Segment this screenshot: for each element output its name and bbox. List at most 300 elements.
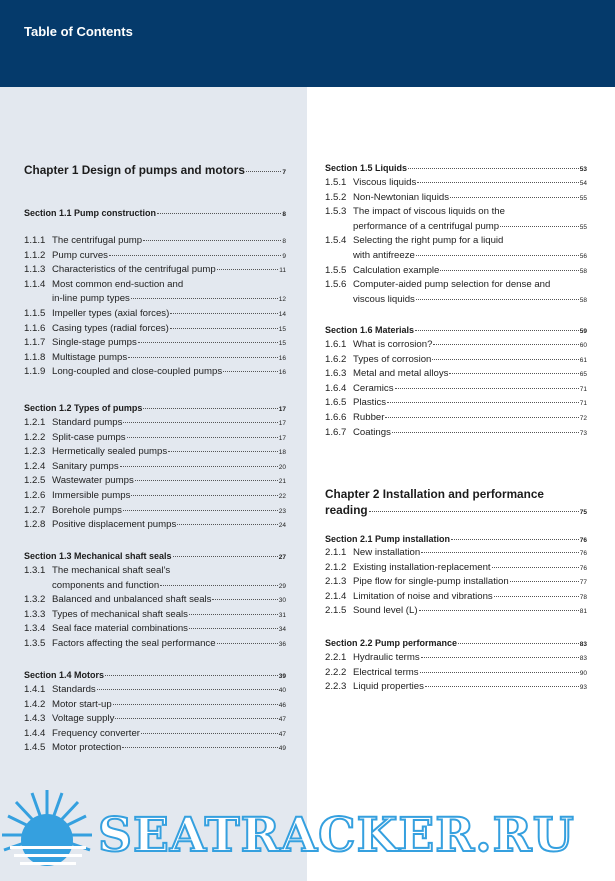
dot-leader (246, 171, 281, 172)
toc-entry-line (325, 590, 587, 606)
page-number: 23 (278, 507, 286, 515)
chapter-heading-title-cont: reading (325, 503, 368, 517)
dot-leader (189, 614, 278, 615)
dot-leader (143, 240, 281, 241)
page-number: 93 (579, 684, 587, 692)
dot-leader (510, 581, 579, 582)
sun-logo-icon (2, 790, 92, 866)
toc-entry-line (24, 292, 286, 308)
page-number: 8 (282, 238, 286, 245)
dot-leader (494, 596, 579, 597)
toc-entry-line (325, 426, 587, 442)
toc-entry (325, 176, 587, 192)
dot-leader (143, 408, 277, 409)
entry-title: Types of mechanical shaft seals (52, 608, 188, 620)
page-number: 76 (579, 550, 587, 557)
toc-entry-line (24, 637, 286, 653)
section-heading (325, 638, 587, 650)
dot-leader (97, 689, 278, 690)
entry-title: Most common end-suction and (52, 278, 184, 290)
section-heading-row (24, 670, 286, 682)
toc-entry (325, 546, 587, 562)
page-number: 71 (579, 400, 587, 408)
entry-title: Computer-aided pump selection for dense and (353, 279, 551, 291)
entry-number: 1.5.2 (325, 191, 347, 203)
entry-number: 1.4.1 (24, 684, 46, 695)
toc-entry (24, 698, 286, 714)
section-heading-title: Section 1.4 Motors (24, 670, 105, 680)
entry-title: Calculation example (353, 264, 440, 276)
entry-number: 1.3.2 (24, 594, 46, 606)
toc-entry-line (24, 365, 286, 381)
section-heading (325, 534, 587, 546)
page-number: 55 (579, 223, 587, 231)
page-number: 55 (579, 194, 587, 202)
chapter-heading (325, 486, 587, 521)
page-number: 83 (579, 641, 587, 648)
toc-entry (24, 712, 286, 728)
entry-title: Positive displacement pumps (52, 519, 177, 531)
dot-leader (128, 357, 278, 358)
page-number: 73 (579, 429, 587, 437)
entry-title: Rubber (353, 412, 385, 423)
page-number: 12 (278, 296, 286, 304)
toc-entry-line (24, 431, 286, 447)
dot-leader (420, 672, 579, 673)
toc-entry-line (24, 608, 286, 624)
entry-title: Hermetically sealed pumps (52, 446, 168, 458)
dot-leader (387, 402, 579, 403)
entry-number: 1.1.5 (24, 308, 46, 319)
toc-entry (24, 683, 286, 699)
page-number: 78 (579, 593, 587, 601)
entry-number: 1.3.3 (24, 608, 46, 620)
page-number: 60 (579, 342, 587, 349)
toc-entry-line (24, 712, 286, 728)
entry-title: The impact of viscous liquids on the (353, 206, 505, 218)
page-number: 56 (579, 252, 587, 260)
entry-title: Pump curves (52, 249, 108, 261)
toc-entry (24, 234, 286, 250)
toc-entry (24, 460, 286, 476)
page-number: 17 (278, 434, 286, 442)
dot-leader (432, 359, 578, 360)
section-heading-title: Section 2.1 Pump installation (325, 534, 451, 544)
dot-leader (369, 511, 579, 512)
entry-title: What is corrosion? (353, 339, 433, 350)
toc-entry-line (325, 249, 587, 265)
page-title: Table of Contents (24, 24, 133, 39)
page-number: 30 (278, 597, 286, 605)
entry-title: Characteristics of the centrifugal pump (52, 264, 216, 276)
page-number: 90 (579, 669, 587, 677)
toc-entry-line (325, 561, 587, 577)
page-number: 16 (278, 369, 286, 377)
toc-entry (24, 351, 286, 367)
dot-leader (115, 718, 277, 719)
toc-entry-line (24, 460, 286, 476)
page-number: 24 (278, 522, 286, 530)
dot-leader (408, 168, 579, 169)
dot-leader (415, 330, 579, 331)
toc-entry-line (325, 604, 587, 620)
toc-entry (24, 249, 286, 265)
entry-title: Sound level (L) (353, 605, 418, 617)
entry-number: 1.1.8 (24, 351, 46, 363)
entry-number: 1.2.8 (24, 519, 46, 531)
entry-title: Standards (52, 684, 96, 695)
page-number: 72 (579, 415, 587, 422)
toc-entry (325, 426, 587, 442)
toc-entry-line (24, 622, 286, 638)
toc-entry (325, 353, 587, 369)
entry-title: Motor protection (52, 742, 122, 754)
toc-entry (325, 680, 587, 696)
section-heading-title: Section 1.3 Mechanical shaft seals (24, 551, 172, 561)
entry-title: Motor start-up (52, 698, 112, 710)
entry-number: 1.1.1 (24, 235, 46, 246)
toc-entry-line (24, 741, 286, 757)
entry-title: Immersible pumps (52, 490, 131, 501)
toc-entry-line (325, 338, 587, 354)
toc-entry (325, 590, 587, 606)
toc-entry-line (325, 651, 587, 667)
dot-leader (173, 556, 278, 557)
toc-entry (24, 564, 286, 594)
toc-entry-line (24, 564, 286, 579)
dot-leader (500, 226, 579, 227)
section-heading-title: Section 1.1 Pump construction (24, 208, 157, 218)
toc-entry-line (24, 336, 286, 352)
dot-leader (419, 610, 579, 611)
entry-number: 1.3.4 (24, 623, 46, 635)
toc-entry-line (325, 293, 587, 309)
entry-number: 1.1.6 (24, 322, 46, 334)
toc-entry-line (325, 278, 587, 293)
toc-entry-line (325, 191, 587, 207)
dot-leader (395, 388, 579, 389)
entry-title-cont: in-line pump types (52, 293, 130, 305)
entry-number: 1.5.6 (325, 279, 347, 291)
dot-leader (223, 371, 278, 372)
entry-number: 1.2.7 (24, 504, 46, 516)
entry-number: 2.2.3 (325, 681, 347, 693)
page-number: 17 (278, 406, 286, 413)
entry-number: 2.1.5 (325, 605, 347, 617)
section-heading (325, 325, 587, 337)
entry-number: 1.4.2 (24, 698, 46, 710)
entry-title: Seal face material combinations (52, 623, 188, 635)
page-number: 14 (278, 311, 286, 318)
section-heading-title: Section 1.6 Materials (325, 325, 415, 335)
entry-number: 1.6.4 (325, 382, 347, 394)
toc-entry-line (24, 727, 286, 743)
entry-title: Sanitary pumps (52, 460, 119, 472)
page-number: 76 (579, 537, 587, 544)
entry-number: 1.3.1 (24, 565, 46, 576)
section-heading (24, 403, 286, 415)
toc-entry (24, 518, 286, 534)
dot-leader (212, 599, 277, 600)
toc-entry (24, 263, 286, 279)
toc-entry (325, 575, 587, 591)
dot-leader (170, 328, 278, 329)
toc-entry (24, 637, 286, 653)
entry-number: 1.1.9 (24, 366, 46, 378)
entry-title: Hydraulic terms (353, 652, 420, 663)
entry-number: 1.6.1 (325, 339, 347, 350)
entry-number: 1.2.1 (24, 417, 46, 428)
toc-entry (24, 322, 286, 338)
toc-entry-line (24, 445, 286, 461)
page-number: 53 (579, 166, 587, 173)
page-number: 47 (278, 730, 286, 738)
section-heading-row (24, 551, 286, 563)
page-number: 49 (278, 745, 286, 753)
dot-leader (123, 510, 278, 511)
entry-title: Wastewater pumps (52, 475, 134, 487)
dot-leader (392, 432, 579, 433)
dot-leader (120, 466, 278, 467)
dot-leader (123, 422, 277, 423)
dot-leader (189, 628, 278, 629)
entry-number: 1.4.5 (24, 742, 46, 754)
chapter-heading-row (325, 502, 587, 521)
section-heading (24, 670, 286, 682)
dot-leader (177, 524, 278, 525)
page-number: 18 (278, 449, 286, 457)
page-number: 20 (278, 463, 286, 471)
dot-leader (131, 495, 277, 496)
entry-title: Existing installation-replacement (353, 561, 491, 573)
entry-number: 1.1.4 (24, 278, 46, 290)
toc-entry-line (325, 411, 587, 427)
dot-leader (135, 480, 278, 481)
page-number: 29 (278, 582, 286, 590)
toc-entry-line (325, 382, 587, 398)
toc-entry-line (325, 666, 587, 682)
page-number: 54 (579, 180, 587, 187)
toc-entry-line (24, 683, 286, 699)
toc-entry-line (325, 220, 587, 236)
toc-entry (24, 365, 286, 381)
toc-entry (325, 278, 587, 308)
dot-leader (433, 344, 578, 345)
page-number: 31 (278, 611, 286, 619)
entry-title: Pipe flow for single-pump installation (353, 576, 509, 588)
page-number: 34 (278, 626, 286, 634)
toc-entry (24, 741, 286, 757)
dot-leader (113, 704, 278, 705)
entry-title: Metal and metal alloys (353, 368, 449, 380)
entry-number: 1.6.3 (325, 368, 347, 380)
section-heading-title: Section 1.2 Types of pumps (24, 403, 143, 413)
entry-number: 1.2.5 (24, 475, 46, 487)
entry-number: 2.1.1 (325, 547, 347, 558)
entry-title: Types of corrosion (353, 353, 432, 365)
entry-title: Electrical terms (353, 666, 419, 678)
entry-title: Coatings (353, 426, 391, 438)
entry-number: 1.2.2 (24, 431, 46, 443)
dot-leader (449, 373, 578, 374)
toc-entry (325, 651, 587, 667)
entry-title: New installation (353, 547, 421, 558)
dot-leader (451, 539, 579, 540)
toc-entry-line (325, 367, 587, 383)
entry-title: Balanced and unbalanced shaft seals (52, 594, 212, 606)
page-number: 58 (579, 267, 587, 275)
toc-entry (24, 431, 286, 447)
toc-entry-line (24, 307, 286, 323)
page-number: 61 (579, 356, 587, 364)
toc-entry-line (24, 698, 286, 714)
toc-entry-line (325, 546, 587, 562)
toc-entry (325, 205, 587, 235)
dot-leader (421, 552, 579, 553)
entry-title: Frequency converter (52, 727, 140, 739)
dot-leader (421, 657, 579, 658)
entry-title: Limitation of noise and vibrations (353, 590, 493, 602)
dot-leader (416, 299, 579, 300)
toc-entry-line (24, 416, 286, 432)
toc-entry-line (24, 489, 286, 505)
page-number: 77 (579, 579, 587, 587)
toc-entry-line (24, 263, 286, 279)
toc-entry-line (24, 579, 286, 595)
dot-leader (217, 643, 278, 644)
toc-entry-line (24, 518, 286, 534)
page-number: 9 (282, 252, 286, 260)
entry-number: 1.1.2 (24, 249, 46, 261)
entry-number: 1.4.4 (24, 727, 46, 739)
section-heading-row (325, 534, 587, 546)
dot-leader (417, 182, 578, 183)
page-number: 81 (579, 608, 587, 616)
entry-number: 1.6.5 (325, 397, 347, 409)
entry-number: 1.5.4 (325, 235, 347, 247)
section-heading-row (24, 403, 286, 415)
toc-entry-line (325, 680, 587, 696)
entry-number: 2.1.3 (325, 576, 347, 588)
page-number: 71 (579, 385, 587, 393)
toc-entry (325, 561, 587, 577)
watermark-text: SEATRACKER.RU (98, 808, 575, 863)
toc-entry-line (24, 504, 286, 520)
toc-entry (24, 474, 286, 490)
dot-leader (131, 298, 278, 299)
toc-entry (24, 445, 286, 461)
toc-entry-line (325, 234, 587, 249)
dot-leader (138, 342, 278, 343)
toc-entry-line (24, 322, 286, 338)
entry-number: 1.6.2 (325, 353, 347, 365)
page-number: 15 (278, 325, 286, 333)
entry-title-cont: performance of a centrifugal pump (353, 220, 500, 232)
dot-leader (416, 255, 579, 256)
dot-leader (450, 197, 579, 198)
chapter-heading-row (24, 162, 286, 181)
dot-leader (160, 585, 278, 586)
page-number: 11 (279, 267, 286, 275)
page-number: 58 (579, 296, 587, 304)
section-heading (325, 163, 587, 175)
section-heading (24, 551, 286, 563)
toc-entry (325, 367, 587, 383)
toc-entry-line (325, 176, 587, 192)
entry-number: 2.1.4 (325, 590, 347, 602)
entry-title: Viscous liquids (353, 177, 417, 188)
page-number: 59 (579, 328, 587, 335)
dot-leader (109, 255, 281, 256)
entry-title: Borehole pumps (52, 504, 122, 516)
page-number: 76 (579, 564, 587, 572)
toc-entry (24, 489, 286, 505)
page-number: 8 (282, 211, 286, 218)
chapter-heading-title: Chapter 1 Design of pumps and motors (24, 163, 245, 177)
dot-leader (127, 437, 278, 438)
header-banner (0, 0, 615, 87)
page-number: 7 (282, 169, 286, 176)
entry-title: Voltage supply (52, 713, 115, 725)
entry-title-cont: components and function (52, 579, 160, 591)
entry-title-cont: viscous liquids (353, 293, 415, 305)
toc-entry-line (24, 249, 286, 265)
toc-entry-line (24, 593, 286, 609)
entry-title: Impeller types (axial forces) (52, 308, 170, 319)
toc-entry-line (325, 396, 587, 412)
toc-entry-line (24, 351, 286, 367)
entry-title: The mechanical shaft seal’s (52, 565, 171, 576)
entry-number: 1.5.5 (325, 264, 347, 276)
entry-title: Multistage pumps (52, 351, 128, 363)
entry-number: 2.2.2 (325, 666, 347, 678)
entry-number: 1.1.7 (24, 337, 46, 349)
toc-entry-line (24, 474, 286, 490)
toc-entry (325, 264, 587, 280)
dot-leader (170, 313, 277, 314)
entry-title: Split-case pumps (52, 431, 126, 443)
entry-title: The centrifugal pump (52, 235, 143, 246)
entry-number: 1.6.6 (325, 412, 347, 423)
toc-entry (325, 234, 587, 264)
section-heading-row (24, 208, 286, 220)
page-number: 36 (278, 641, 286, 648)
dot-leader (385, 417, 578, 418)
entry-title: Liquid properties (353, 681, 424, 693)
toc-entry-line (325, 353, 587, 369)
toc-entry (24, 622, 286, 638)
entry-number: 1.5.3 (325, 206, 347, 218)
toc-entry (24, 416, 286, 432)
entry-title: Non-Newtonian liquids (353, 191, 449, 203)
toc-entry (325, 396, 587, 412)
toc-entry (24, 336, 286, 352)
entry-title: Long-coupled and close-coupled pumps (52, 366, 223, 378)
toc-entry (24, 278, 286, 308)
toc-entry-line (24, 234, 286, 250)
toc-entry (24, 608, 286, 624)
dot-leader (141, 733, 278, 734)
toc-entry (24, 593, 286, 609)
page-number: 39 (278, 673, 286, 680)
toc-entry (325, 666, 587, 682)
page-number: 17 (278, 420, 286, 427)
toc-entry (325, 191, 587, 207)
dot-leader (440, 270, 578, 271)
toc-entry (325, 604, 587, 620)
section-heading-row (325, 163, 587, 175)
entry-number: 1.2.4 (24, 460, 46, 472)
